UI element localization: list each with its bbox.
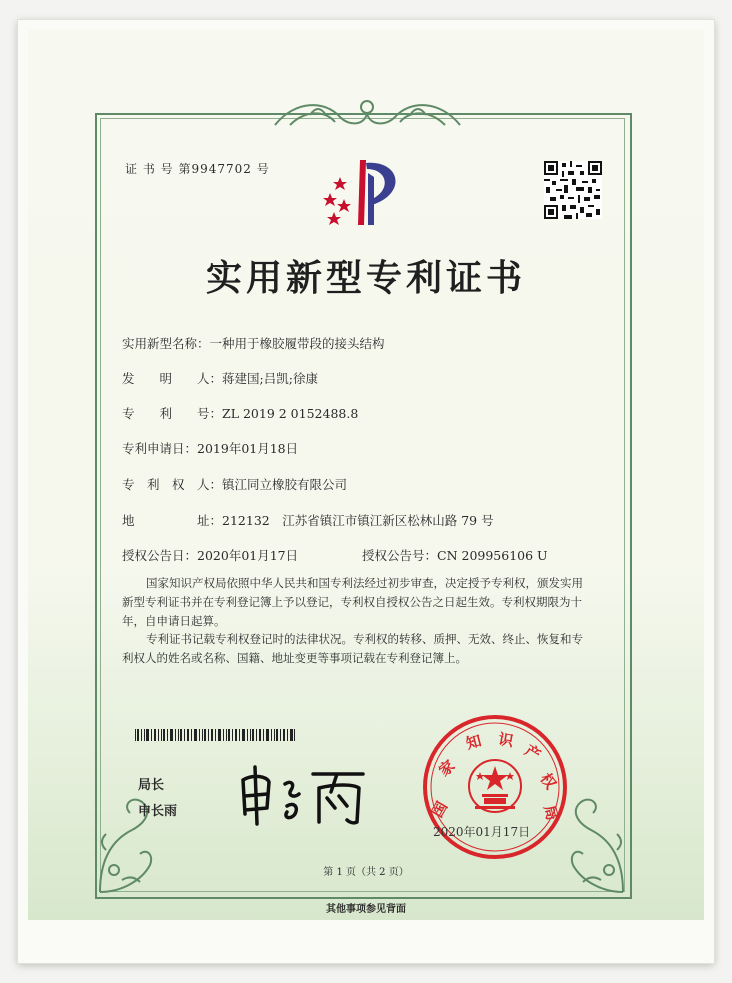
- address-value: 212132 江苏省镇江市镇江新区松林山路 79 号: [222, 513, 494, 528]
- utility-model-name-label: 实用新型名称：: [122, 336, 210, 351]
- footer-note: 其他事项参见背面: [326, 904, 406, 915]
- svg-text:家: 家: [435, 756, 459, 780]
- inventor-value: 蒋建国;吕凯;徐康: [222, 371, 318, 386]
- corner-ornament-bottom-right-icon: [561, 780, 631, 898]
- patent-number: [122, 404, 358, 422]
- grant-number-label: 授权公告号：: [362, 548, 438, 563]
- top-ornament-icon: [270, 95, 465, 135]
- svg-text:识: 识: [496, 729, 515, 751]
- body-paragraph-2: [122, 630, 583, 668]
- body-line: 专利证书记载专利权登记时的法律状况。专利权的转移、质押、无效、终止、恢复和专: [146, 632, 583, 646]
- certificate-title: 实用新型专利证书: [205, 257, 526, 299]
- director-title: 局长: [138, 778, 165, 793]
- patent-office-logo-icon: [320, 155, 412, 230]
- filing-date-value: 2019年01月18日: [197, 441, 299, 456]
- svg-text:知: 知: [464, 731, 484, 753]
- patent-number-value: ZL 2019 2 0152488.8: [222, 406, 359, 421]
- seal-date: 2020年01月17日: [433, 825, 531, 839]
- handwritten-signature: [235, 762, 370, 827]
- grant-number-value: CN 209956106 U: [437, 548, 548, 563]
- grant-number: [362, 546, 548, 564]
- svg-text:产: 产: [521, 741, 544, 765]
- utility-model-name-value: 一种用于橡胶履带段的接头结构: [209, 336, 385, 351]
- patentee-value: 镇江同立橡胶有限公司: [222, 477, 348, 492]
- address-label: 地 址：: [122, 513, 223, 528]
- address: [122, 511, 494, 529]
- certificate-number-suffix: 号: [256, 162, 270, 176]
- grant-date-label: 授权公告日：: [122, 548, 198, 563]
- body-line: 新型专利证书并在专利登记簿上予以登记，专利权自授权公告之日起生效。专利权期限为十: [122, 595, 582, 609]
- inventor: [122, 369, 318, 387]
- body-paragraph-1: [122, 574, 583, 631]
- grant-date-value: 2020年01月17日: [197, 548, 299, 563]
- body-line: 年，自申请日起算。: [122, 614, 226, 628]
- patentee: [122, 475, 347, 493]
- body-line: 利权人的姓名或名称、国籍、地址变更等事项记载在专利登记簿上。: [122, 651, 467, 665]
- director-name: 申长雨: [138, 804, 178, 819]
- corner-ornament-bottom-left-icon: [92, 780, 162, 898]
- filing-date-label: 专利申请日：: [122, 441, 198, 456]
- certificate-number: [125, 160, 270, 177]
- certificate-number-value: 9947702: [191, 162, 252, 176]
- svg-text:局: 局: [540, 803, 562, 823]
- svg-text:权: 权: [536, 769, 560, 793]
- body-line: 国家知识产权局依照中华人民共和国专利法经过初步审查，决定授予专利权，颁发实用: [146, 576, 583, 590]
- certificate-number-label: 证 书 号 第: [125, 162, 192, 176]
- grant-date: [122, 546, 298, 564]
- qr-code-icon: [544, 160, 602, 220]
- barcode-icon: [135, 729, 295, 741]
- patentee-label: 专 利 权 人：: [122, 477, 223, 492]
- utility-model-name: [122, 334, 385, 352]
- patent-number-label: 专 利 号：: [122, 406, 223, 421]
- svg-text:国: 国: [428, 798, 452, 821]
- inventor-label: 发 明 人：: [122, 371, 223, 386]
- filing-date: [122, 439, 298, 457]
- page-number: 第 1 页（共 2 页）: [323, 867, 409, 878]
